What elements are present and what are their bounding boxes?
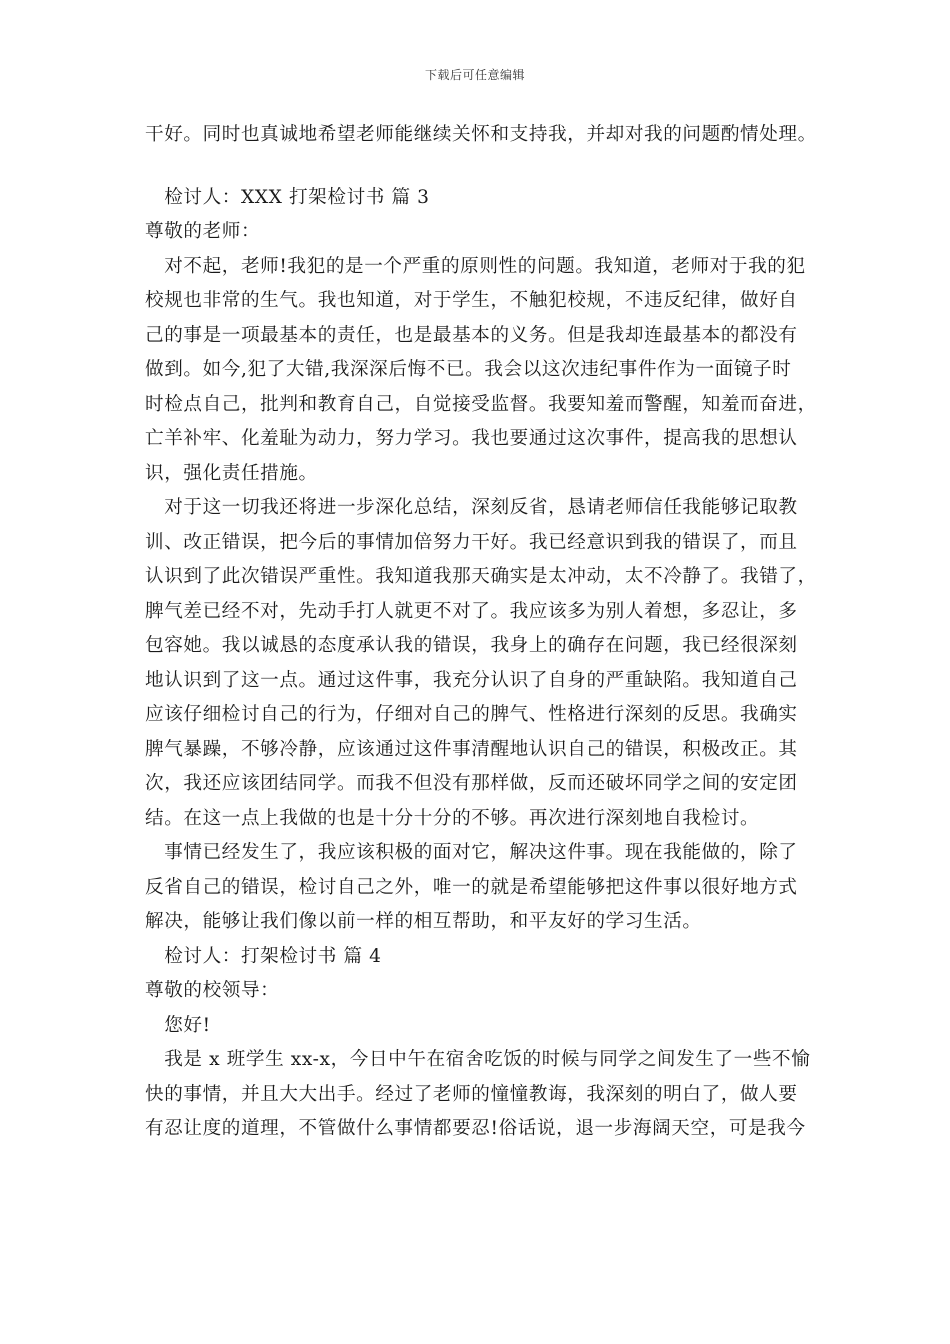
- text-line: 结。在这一点上我做的也是十分十分的不够。再次进行深刻地自我检讨。: [145, 807, 760, 829]
- text-line: 包容她。我以诚恳的态度承认我的错误，我身上的确存在问题，我已经很深刻: [145, 635, 798, 656]
- text-line: 对于这一切我还将进一步深化总结，深刻反省，恳请老师信任我能够记取教: [145, 497, 798, 518]
- text-line: 校规也非常的生气。我也知道，对于学生，不触犯校规，不违反纪律，做好自: [145, 290, 798, 311]
- text-line: 训、改正错误，把今后的事情加倍努力干好。我已经意识到我的错误了，而且: [145, 531, 798, 553]
- text-line: 亡羊补牢、化羞耻为动力，努力学习。我也要通过这次事件，提高我的思想认: [145, 428, 798, 449]
- text-line: 解决，能够让我们像以前一样的相互帮助，和平友好的学习生活。: [145, 911, 702, 932]
- text-line: 干好。同时也真诚地希望老师能继续关怀和支持我，并却对我的问题酌情处理。: [145, 124, 817, 145]
- signature-heading-line: 检讨人：XXX 打架检讨书 篇 3: [145, 186, 430, 208]
- paragraph-spacer: [145, 153, 817, 181]
- text-line: 做到。如今,犯了大错,我深深后悔不已。我会以这次违纪事件作为一面镜子时: [145, 359, 792, 380]
- text-line: 时检点自己，批判和教育自己，自觉接受监督。我要知羞而警醒，知羞而奋进，: [145, 393, 817, 415]
- greeting-line: 您好!: [145, 1014, 211, 1036]
- text-line: 事情已经发生了，我应该积极的面对它，解决这件事。现在我能做的，除了: [145, 842, 798, 863]
- text-line: 地认识到了这一点。通过这件事，我充分认识了自身的严重缺陷。我知道自己: [145, 669, 798, 691]
- text-line: 对不起，老师!我犯的是一个严重的原则性的问题。我知道，老师对于我的犯: [145, 255, 806, 277]
- salutation-line: 尊敬的校领导：: [145, 980, 280, 1001]
- text-line: 脾气暴躁，不够冷静，应该通过这件事清醒地认识自己的错误，积极改正。其: [145, 738, 798, 760]
- text-line: 我是 x 班学生 xx-x，今日中午在宿舍吃饭的时候与同学之间发生了一些不愉: [145, 1049, 811, 1070]
- text-line: 认识到了此次错误严重性。我知道我那天确实是太冲动，太不冷静了。我错了，: [145, 566, 817, 587]
- text-line: 应该仔细检讨自己的行为，仔细对自己的脾气、性格进行深刻的反思。我确实: [145, 704, 798, 725]
- page-header: 下载后可任意编辑: [424, 68, 525, 82]
- text-line: 脾气差已经不对，先动手打人就更不对了。我应该多为别人着想，多忍让，多: [145, 600, 798, 622]
- text-line: 反省自己的错误，检讨自己之外，唯一的就是希望能够把这件事以很好地方式: [145, 876, 798, 898]
- text-line: 快的事情，并且大大出手。经过了老师的憧憧教诲，我深刻的明白了，做人要: [145, 1083, 798, 1105]
- text-line: 次，我还应该团结同学。而我不但没有那样做，反而还破坏同学之间的安定团: [145, 773, 798, 794]
- text-line: 识，强化责任措施。: [145, 462, 318, 484]
- document-body: [145, 118, 817, 1147]
- salutation-line: 尊敬的老师：: [145, 221, 261, 242]
- text-line: 己的事是一项最基本的责任，也是最基本的义务。但是我却连最基本的都没有: [145, 324, 798, 346]
- text-line: 有忍让度的道理，不管做什么事情都要忍!俗话说，退一步海阔天空，可是我今: [145, 1118, 806, 1139]
- signature-heading-line: 检讨人：打架检讨书 篇 4: [145, 945, 382, 967]
